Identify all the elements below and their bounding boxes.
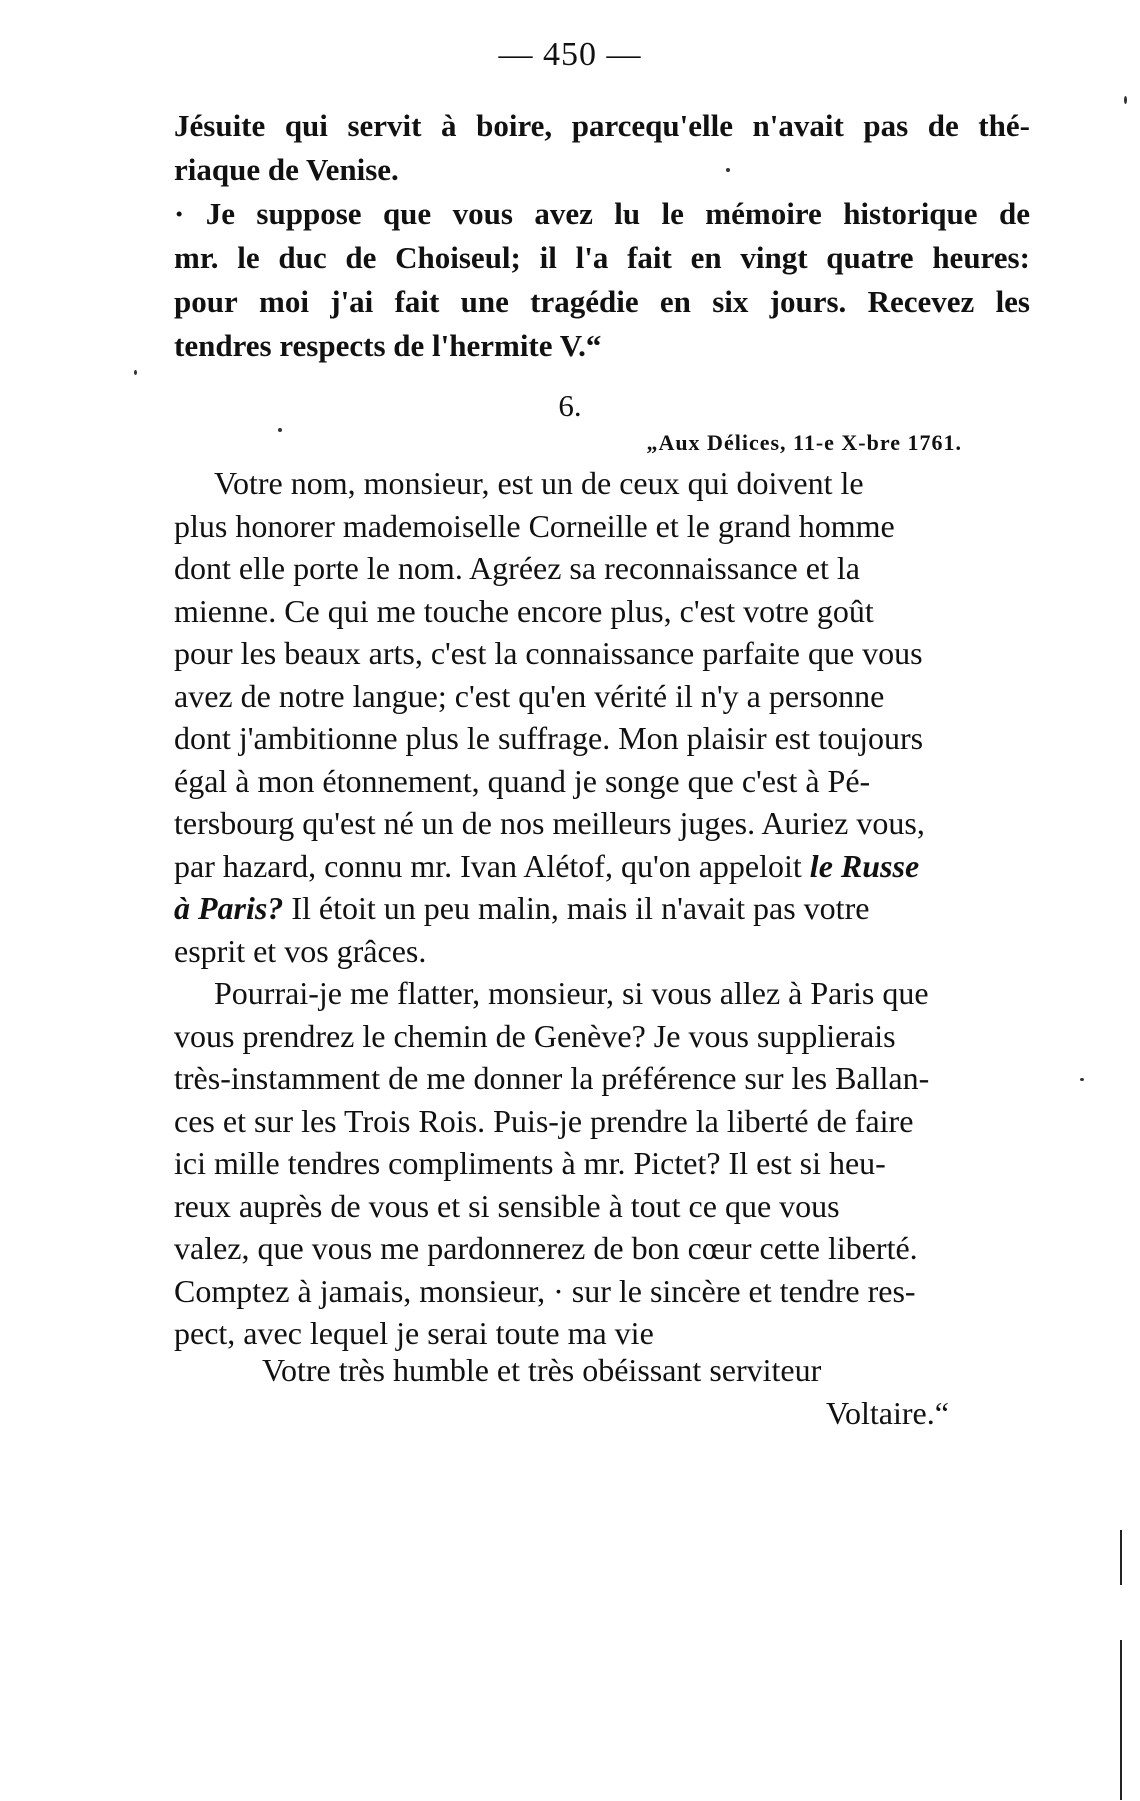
letter-dateline: „Aux Délices, 11-e X-bre 1761.	[646, 430, 962, 455]
word: suppose	[256, 196, 362, 231]
word: les	[995, 284, 1030, 319]
word: Je	[205, 196, 236, 231]
word: moi	[259, 284, 309, 319]
word: j'ai	[330, 284, 374, 319]
text-line: dont j'ambitionne plus le suffrage. Mon plaisir est toujours	[174, 720, 924, 756]
text-line: valez, que vous me pardonnerez de bon cœur cette liberté.	[174, 1230, 918, 1266]
text-line: esprit et vos grâces.	[174, 932, 427, 969]
word: heures:	[932, 240, 1030, 275]
text-line	[174, 236, 1030, 280]
scan-speck	[278, 428, 282, 432]
italic-text: à Paris?	[174, 890, 284, 926]
word: duc	[278, 240, 327, 275]
scan-speck	[1124, 96, 1127, 104]
word: en	[690, 240, 722, 275]
word: en	[659, 284, 691, 319]
word: jours.	[769, 284, 847, 319]
text-line: tersbourg qu'est né un de nos meilleurs juges. Auriez vous,	[174, 805, 925, 841]
word: une	[460, 284, 509, 319]
word: mémoire	[705, 196, 822, 231]
text-line: vous prendrez le chemin de Genève? Je vous supplierais	[174, 1017, 896, 1054]
word: le	[661, 196, 684, 231]
scan-speck	[134, 370, 137, 375]
word: n'avait	[752, 108, 844, 143]
text-line: ici mille tendres compliments à mr. Pictet? Il est si heu-	[174, 1145, 886, 1181]
word: Recevez	[867, 284, 975, 319]
word: de	[345, 240, 377, 275]
word: mr.	[174, 240, 219, 275]
text-line	[174, 887, 1030, 930]
word: à	[441, 108, 457, 143]
text-line	[174, 845, 1030, 888]
text-line	[174, 192, 1030, 236]
text-line: avez de notre langue; c'est qu'en vérité il n'y a personne	[174, 677, 885, 714]
text-line: ces et sur les Trois Rois. Puis-je prendre la liberté de faire	[174, 1102, 914, 1139]
text-line: Pourrai-je me flatter, monsieur, si vous allez à Paris que	[214, 975, 929, 1011]
text-segment: par hazard, connu mr. Ivan Alétof, qu'on appeloit	[174, 847, 802, 884]
word: il	[539, 240, 557, 275]
word: six	[712, 284, 749, 319]
word: le	[237, 240, 260, 275]
word: l'a	[575, 240, 609, 275]
italic-text: le Russe	[809, 847, 920, 884]
word: vingt	[740, 240, 808, 275]
word: lu	[614, 196, 641, 231]
letter-body	[174, 462, 1030, 1355]
text-segment: Il étoit un peu malin, mais il n'avait pas votre	[291, 890, 870, 926]
word: qui	[284, 108, 328, 143]
word: quatre	[826, 240, 914, 275]
text-line: Comptez à jamais, monsieur, · sur le sincère et tendre res-	[174, 1272, 916, 1309]
word: parcequ'elle	[571, 108, 733, 143]
word: Jésuite	[174, 108, 266, 143]
word: que	[382, 196, 432, 231]
text-line: égal à mon étonnement, quand je songe que c'est à Pé-	[174, 762, 871, 799]
text-line: mienne. Ce qui me touche encore plus, c'est votre goût	[174, 592, 874, 629]
text-line	[174, 104, 1030, 148]
scan-edge-line	[1120, 1530, 1122, 1585]
text-line: tendres respects de l'hermite V.“	[174, 328, 602, 363]
scan-edge-line	[1120, 1640, 1122, 1800]
word: fait	[627, 240, 672, 275]
text-line: pect, avec lequel je serai toute ma vie	[174, 1315, 654, 1351]
scan-speck	[726, 168, 730, 172]
text-line: pour les beaux arts, c'est la connaissance parfaite que vous	[174, 635, 923, 671]
word: ·	[174, 196, 185, 231]
text-line: reux auprès de vous et si sensible à tout ce que vous	[174, 1187, 840, 1224]
text-line: très-instamment de me donner la préférence sur les Ballan-	[174, 1060, 930, 1096]
word: Choiseul;	[395, 240, 521, 275]
text-line: plus honorer mademoiselle Corneille et le grand homme	[174, 507, 895, 544]
word: historique	[843, 196, 978, 231]
word: de	[998, 196, 1030, 231]
word: fait	[394, 284, 440, 319]
word: pour	[174, 284, 238, 319]
word: pas	[863, 108, 909, 143]
text-line	[174, 280, 1030, 324]
word: vous	[452, 196, 513, 231]
word: servit	[347, 108, 422, 143]
page-number: — 450 —	[498, 36, 642, 73]
word: de	[927, 108, 959, 143]
scan-speck	[1080, 1078, 1084, 1081]
text-line: dont elle porte le nom. Agréez sa reconnaissance et la	[174, 550, 860, 586]
word: thé-	[978, 108, 1030, 143]
word: boire,	[476, 108, 553, 143]
carryover-text	[174, 104, 1030, 368]
letter-signature: Voltaire.“	[826, 1395, 949, 1431]
letter-closing: Votre très humble et très obéissant serviteur	[262, 1352, 822, 1388]
text-line: riaque de Venise.	[174, 152, 399, 187]
letter-number: 6.	[558, 388, 582, 423]
word: tragédie	[530, 284, 639, 319]
word: avez	[534, 196, 593, 231]
text-line: Votre nom, monsieur, est un de ceux qui doivent le	[214, 465, 864, 501]
